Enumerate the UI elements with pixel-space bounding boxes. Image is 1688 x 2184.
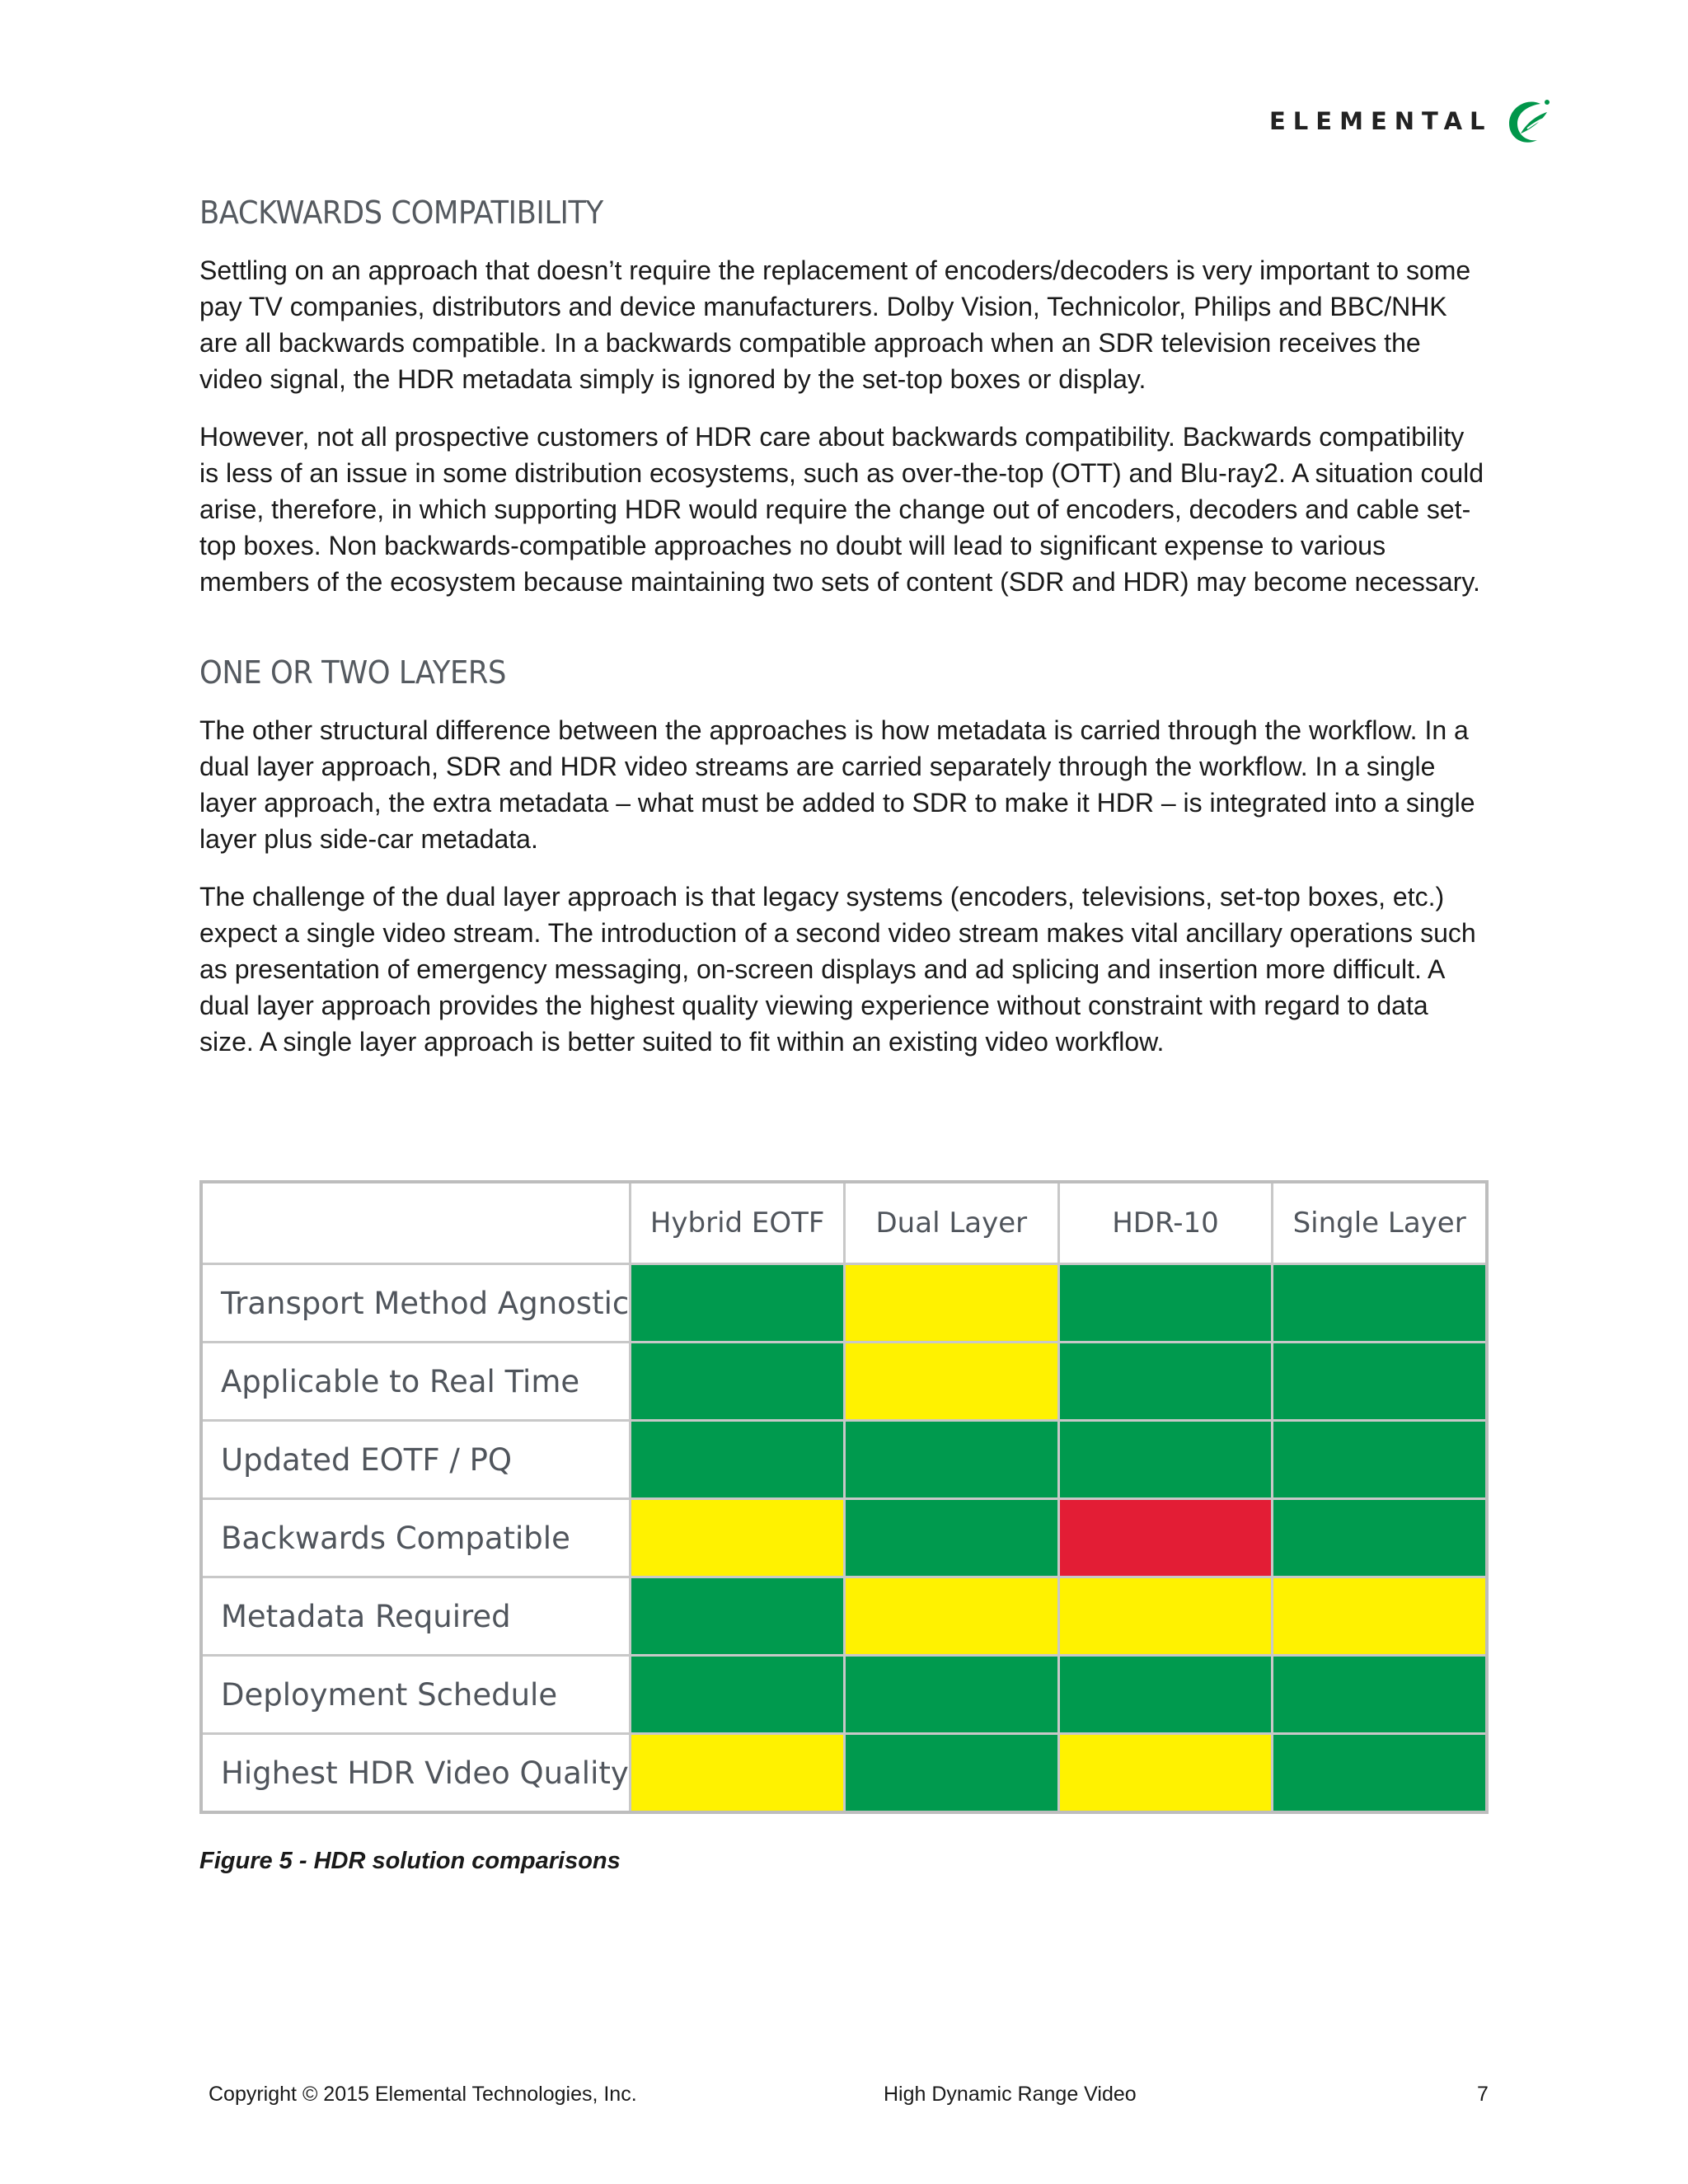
table-row [201,1734,1487,1813]
elemental-logo [1269,92,1552,150]
document-body [199,194,1485,1081]
rating-cell-green [1273,1343,1487,1421]
paragraph: However, not all prospective customers of HDR care about backwards compatibility. Backwards compatibility is less of an issue in some distribution ecosystems, such as over-the-top (OTT) and Blu-ray2. A situation could arise, therefore, in which supporting HDR would require the change out of encoders, decoders and cable set-top boxes. Non backwards-compatible approaches no doubt will lead to significant expense to various members of the ecosystem because maintaining two sets of content (SDR and HDR) may become necessary. [199,422,1484,597]
rating-cell-yellow [631,1734,845,1813]
rating-cell-green [1273,1656,1487,1734]
rating-cell-green [1273,1421,1487,1499]
paragraph: The challenge of the dual layer approach is that legacy systems (encoders, televisions, set-top boxes, etc.) expect a single video stream. The introduction of a second video stream makes vital ancillary operations such as presentation of emergency messaging, on-screen displays and ad splicing and insertion more difficult. A dual layer approach provides the highest quality viewing experience without constraint with regard to data size. A single layer approach is better suited to fit within an existing video workflow. [199,882,1476,1057]
rating-cell-green [631,1264,845,1343]
section-heading-layers: ONE OR TWO LAYERS [199,654,506,691]
figure-caption: Figure 5 - HDR solution comparisons [199,1848,621,1874]
rating-cell-green [1058,1343,1273,1421]
rating-cell-green [844,1656,1058,1734]
rating-cell-yellow [1273,1577,1487,1656]
row-label: Transport Method Agnostic [201,1264,631,1343]
footer-copyright: Copyright © 2015 Elemental Technologies, Inc. [209,2083,637,2106]
row-label: Deployment Schedule [201,1656,631,1734]
rating-cell-yellow [1058,1734,1273,1813]
table-row [201,1656,1487,1734]
table-header-row [201,1182,1487,1264]
table-corner-cell [201,1182,631,1264]
row-label: Metadata Required [201,1577,631,1656]
rating-cell-green [631,1421,845,1499]
table-row [201,1421,1487,1499]
paragraph: Settling on an approach that doesn’t require the replacement of encoders/decoders is very important to some pay TV companies, distributors and device manufacturers. Dolby Vision, Technicolor, Philips and BBC/NHK are all backwards compatible. In a backwards compatible approach when an SDR television receives the video signal, the HDR metadata simply is ignored by the set-top boxes or display. [199,255,1471,394]
section-heading-backwards: BACKWARDS COMPATIBILITY [199,194,603,231]
rating-cell-green [631,1656,845,1734]
table-row [201,1499,1487,1577]
rating-cell-green [1058,1656,1273,1734]
column-header: Dual Layer [844,1182,1058,1264]
row-label: Highest HDR Video Quality [201,1734,631,1813]
paragraph: The other structural difference between the approaches is how metadata is carried through the workflow. In a dual layer approach, SDR and HDR video streams are carried separately through the workflow. In a single layer approach, the extra metadata – what must be added to SDR to make it HDR – is integrated into a single layer plus side-car metadata. [199,715,1475,854]
rating-cell-green [631,1343,845,1421]
rating-cell-yellow [844,1577,1058,1656]
rating-cell-yellow [631,1499,845,1577]
column-header: HDR-10 [1058,1182,1273,1264]
column-header: Hybrid EOTF [631,1182,845,1264]
row-label: Updated EOTF / PQ [201,1421,631,1499]
rating-cell-yellow [844,1264,1058,1343]
rating-cell-green [1273,1734,1487,1813]
footer-title: High Dynamic Range Video [884,2083,1137,2106]
table-row [201,1343,1487,1421]
row-label: Applicable to Real Time [201,1343,631,1421]
row-label: Backwards Compatible [201,1499,631,1577]
elemental-leaf-icon [1503,92,1552,150]
rating-cell-green [844,1499,1058,1577]
rating-cell-green [631,1577,845,1656]
rating-cell-yellow [844,1343,1058,1421]
footer-page-number: 7 [1477,2083,1489,2106]
rating-cell-yellow [1058,1577,1273,1656]
rating-cell-green [1058,1421,1273,1499]
rating-cell-green [1058,1264,1273,1343]
logo-text: ELEMENTAL [1269,107,1493,135]
rating-cell-green [1273,1264,1487,1343]
table-row [201,1264,1487,1343]
rating-cell-green [844,1421,1058,1499]
rating-cell-green [1273,1499,1487,1577]
rating-cell-green [844,1734,1058,1813]
hdr-comparison-table [199,1180,1489,1814]
rating-cell-red [1058,1499,1273,1577]
column-header: Single Layer [1273,1182,1487,1264]
table-row [201,1577,1487,1656]
